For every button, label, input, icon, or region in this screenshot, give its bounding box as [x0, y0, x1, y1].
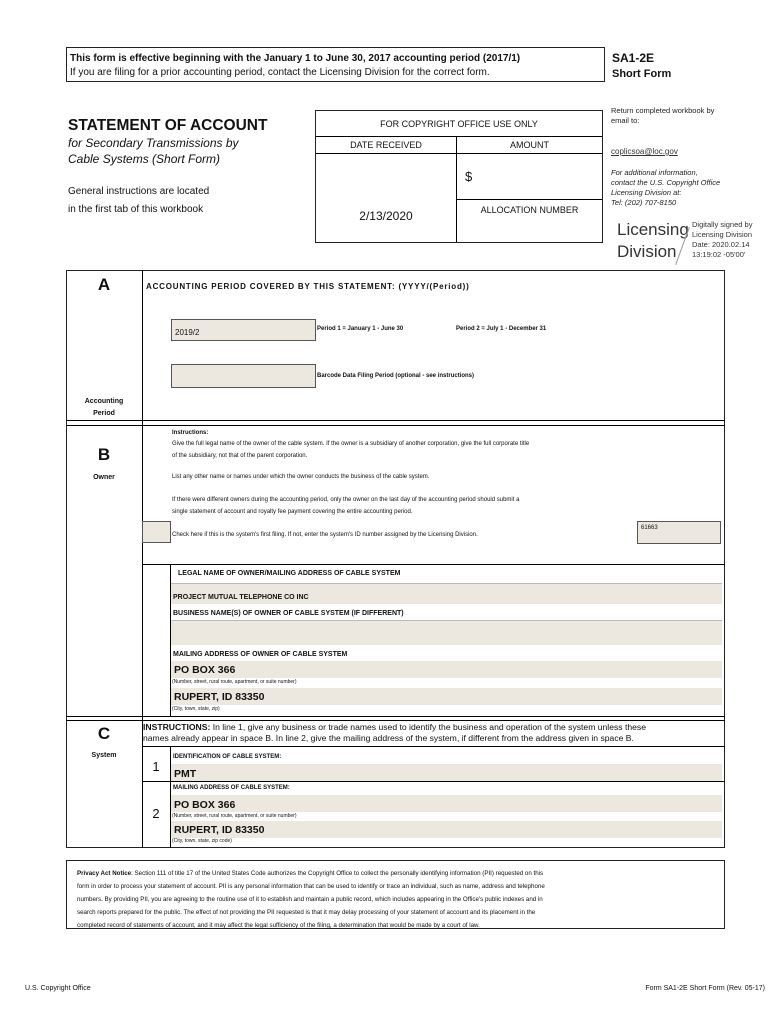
amount-label: AMOUNT [510, 140, 549, 150]
signature-time: 13:19:02 -05'00' [692, 250, 746, 259]
prior-period-line: If you are filing for a prior accounting period, contact the Licensing Division for the correct form. [70, 67, 490, 78]
date-received-value[interactable]: 2/13/2020 [359, 209, 413, 223]
system-id-input[interactable]: 61663 [637, 521, 721, 544]
privacy-notice [66, 860, 725, 929]
owner-city-hint: (City, town, state, zip) [172, 706, 220, 712]
first-filing-label: Check here if this is the system's first filing. If not, enter the system's ID number assigned by the Licensing Division. [172, 532, 478, 538]
telephone: Tel: (202) 707-8150 [611, 198, 677, 207]
section-b-side-label: Owner [93, 474, 115, 481]
first-filing-checkbox[interactable] [142, 521, 171, 543]
privacy-line-1: : Section 111 of title 17 of the United States Code authorizes the Copyright Office to collect the personally identifying information (PII) requested on this [131, 870, 544, 877]
section-b-letter: B [97, 445, 111, 464]
accounting-period-input[interactable]: 2019/2 [171, 319, 316, 341]
section-a-side-label-2: Period [93, 410, 115, 417]
section-c-instructions-text: In line 1, give any business or trade names used to identify the business and operation of the system unless these [210, 722, 647, 732]
owner-street-hint: (Number, street, rural route, apartment, or suite number) [172, 679, 297, 685]
section-c-instructions-line2: names already appear in space B. In line 2, give the mailing address of the system, if different from the address given in space B. [143, 733, 634, 743]
allocation-number-label: ALLOCATION NUMBER [480, 205, 579, 215]
section-a-side-label [66, 396, 142, 420]
system-id-label: IDENTIFICATION OF CABLE SYSTEM: [173, 754, 282, 760]
barcode-period-label: Barcode Data Filing Period (optional - see instructions) [317, 373, 475, 379]
barcode-period-input[interactable] [171, 364, 316, 388]
form-code: SA1-2E [612, 51, 655, 65]
privacy-title: Privacy Act Notice [77, 870, 132, 877]
section-c-instructions [143, 722, 723, 744]
additional-info-text: For additional information, contact the U.S. Copyright Office Licensing Division at: [611, 168, 721, 197]
section-c-letter: C [97, 724, 111, 743]
business-names-input[interactable] [171, 620, 722, 645]
signature-signed-by: Digitally signed by [692, 220, 753, 229]
owner-street-input[interactable]: PO BOX 366 [171, 661, 722, 678]
email-link[interactable]: coplicsoa@loc.gov [611, 147, 678, 156]
system-id-name-input[interactable]: PMT [171, 764, 722, 781]
system-city-input[interactable]: RUPERT, ID 83350 [171, 821, 722, 838]
signature-signer: Licensing Division [692, 230, 753, 239]
page-subtitle-2: Cable Systems (Short Form) [68, 152, 221, 166]
effective-notice-box [66, 47, 605, 82]
section-b-instr-3b: single statement of account and royalty fee payment covering the entire accounting period. [172, 509, 413, 515]
business-names-label: BUSINESS NAME(S) OF OWNER OF CABLE SYSTEM (IF DIFFERENT) [173, 610, 404, 617]
general-instructions-2: in the first tab of this workbook [68, 204, 204, 215]
signature-name-2: Division [617, 242, 677, 261]
system-street-input[interactable]: PO BOX 366 [171, 795, 722, 812]
section-b-instr-3a: If there were different owners during the accounting period, only the owner on the last day of the accounting period should submit a [172, 497, 520, 503]
section-b-instr-2: List any other name or names under which the owner conducts the business of the cable system. [172, 474, 430, 480]
privacy-line-4: search reports prepared for the public. The effect of not providing the PII requested is that it may delay processing of your statement of account and its placement in the [77, 909, 536, 916]
office-use-box [315, 110, 603, 243]
legal-name-input[interactable]: PROJECT MUTUAL TELEPHONE CO INC [171, 583, 722, 604]
owner-mailing-label: MAILING ADDRESS OF OWNER OF CABLE SYSTEM [173, 651, 348, 658]
section-a-letter: A [97, 275, 111, 294]
owner-city-input[interactable]: RUPERT, ID 83350 [171, 688, 722, 705]
period-1-note: Period 1 = January 1 - June 30 [317, 326, 404, 332]
return-note-text: Return completed workbook by email to: [611, 106, 715, 125]
section-a-side-label-1: Accounting [84, 398, 124, 405]
system-city-hint: (City, town, state, zip code) [172, 838, 232, 844]
page-subtitle-1: for Secondary Transmissions by [68, 136, 239, 150]
privacy-line-3: numbers. By providing PII, you are agreeing to the routine use of it to establish and maintain a public record, which includes appearing in the Office's public indexes and in [77, 896, 543, 903]
line-2-number: 2 [152, 806, 160, 821]
signature-details [692, 220, 752, 260]
section-a-heading: ACCOUNTING PERIOD COVERED BY THIS STATEMENT: (YYYY/(Period)) [146, 282, 470, 291]
return-note [611, 106, 721, 126]
system-street-hint: (Number, street, rural route, apartment, or suite number) [172, 813, 297, 819]
privacy-line-2: form in order to process your statement of account. PII is any personal information that can be used to identify or trace an individual, such as name, address and telephone [77, 883, 545, 890]
footer-right: Form SA1-2E Short Form (Rev. 05-17) [645, 985, 765, 992]
section-c-side-label: System [91, 752, 117, 759]
additional-info [611, 168, 721, 208]
date-received-label: DATE RECEIVED [350, 140, 422, 150]
signature-date: Date: 2020.02.14 [692, 240, 750, 249]
legal-name-label: LEGAL NAME OF OWNER/MAILING ADDRESS OF CABLE SYSTEM [178, 570, 401, 577]
section-c-instructions-title: INSTRUCTIONS: [143, 722, 211, 732]
section-b-instr-1b: of the subsidiary, not that of the parent corporation. [172, 453, 308, 459]
signature-block [615, 218, 765, 264]
page-title: STATEMENT OF ACCOUNT [68, 117, 268, 134]
amount-value[interactable]: $ [465, 169, 473, 184]
general-instructions-1: General instructions are located [68, 186, 210, 197]
section-b-instructions-title: Instructions: [172, 430, 209, 436]
effective-line: This form is effective beginning with the January 1 to June 30, 2017 accounting period (2017/1) [70, 53, 521, 64]
privacy-line-5: completed record of statements of account, and it may affect the legal sufficiency of the filing, a determination that would be made by a court of law. [77, 922, 480, 929]
signature-name-1: Licensing [617, 220, 689, 239]
line-1-number: 1 [152, 759, 160, 774]
footer-left: U.S. Copyright Office [25, 985, 91, 992]
system-mailing-label: MAILING ADDRESS OF CABLE SYSTEM: [173, 785, 290, 791]
section-b-instr-1a: Give the full legal name of the owner of the cable system. If the owner is a subsidiary of another corporation, give the full corporate title [172, 441, 530, 447]
office-use-heading: FOR COPYRIGHT OFFICE USE ONLY [380, 119, 538, 129]
period-2-note: Period 2 = July 1 - December 31 [456, 326, 547, 332]
form-type: Short Form [612, 68, 672, 80]
